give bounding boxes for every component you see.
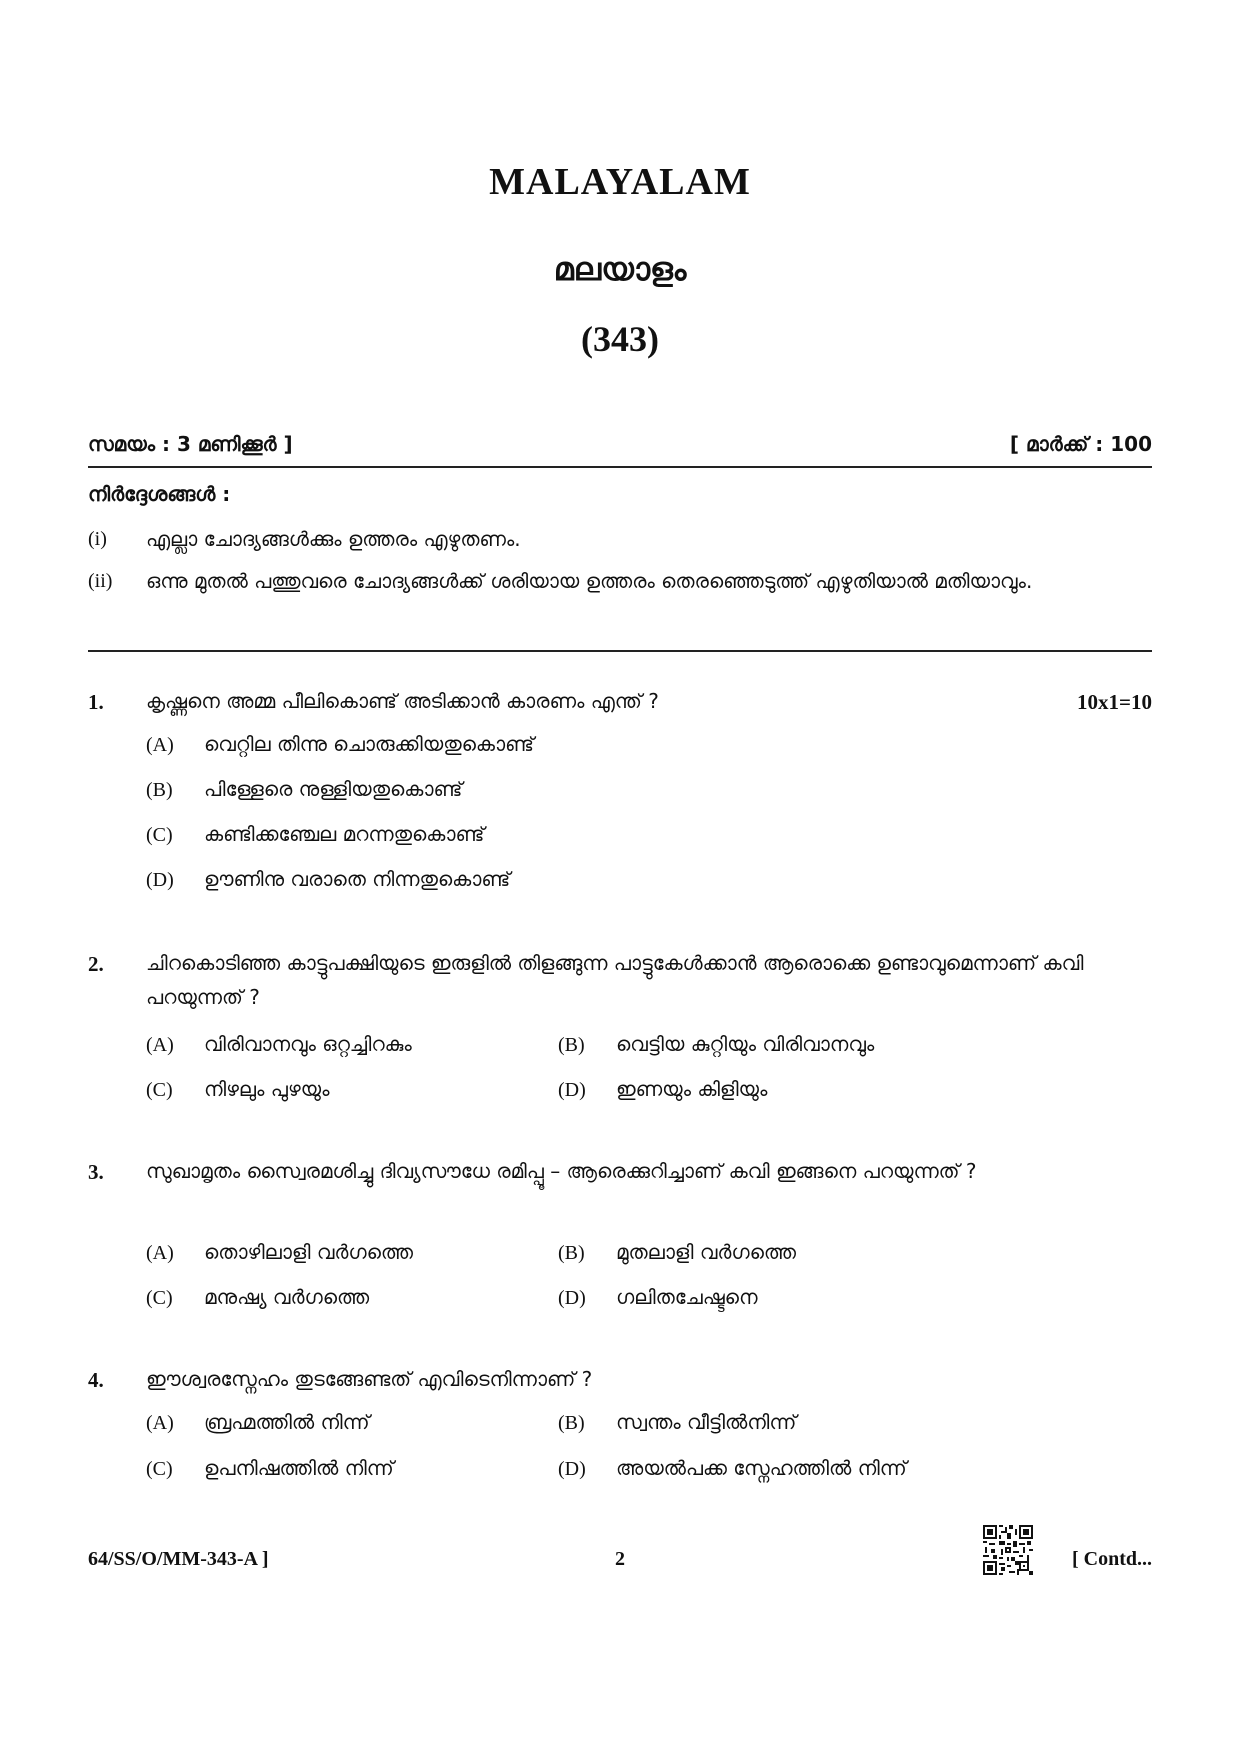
subject-code: (343) [581, 319, 659, 359]
option-text: അയൽപക്ക സ്നേഹത്തിൽ നിന്ന് [616, 1456, 907, 1480]
question-text: സുഖാമൃതം സ്വൈരമശിച്ചു ദിവ്യസൗധേ രമിപ്പൂ – ആരെക്കുറിച്ചാണ് കവി ഇങ്ങനെ പറയുന്നത് ? [146, 1159, 977, 1183]
option [558, 1456, 907, 1481]
instructions-heading: നിർദ്ദേശങ്ങൾ : [88, 482, 231, 506]
option [558, 1077, 767, 1102]
time-allowed: സമയം : 3 മണിക്കൂർ ] [88, 432, 293, 456]
option [558, 1032, 874, 1057]
question-text: ചിറകൊടിഞ്ഞ കാട്ടുപക്ഷിയുടെ ഇരുളിൽ തിളങ്ങുന്ന പാട്ടുകേൾക്കാൻ ആരൊക്കെ ഉണ്ടാവുമെന്നാണ് കവി പറയുന്നത് ? [146, 951, 1084, 1009]
option [146, 1410, 370, 1435]
option-text: കണ്ടിക്കഞ്ചേല മറന്നതുകൊണ്ട് [204, 822, 485, 846]
option [558, 1240, 796, 1265]
option-text: ഉപനിഷത്തിൽ നിന്ന് [204, 1456, 394, 1480]
option-label: (C) [146, 1458, 173, 1480]
instruction-text: ഒന്നു മുതൽ പത്തുവരെ ചോദ്യങ്ങൾക്ക് ശരിയായ ഉത്തരം തെരഞ്ഞെടുത്ത് എഴുതിയാൽ മതിയാവും. [146, 569, 1033, 593]
paper-title-malayalam: മലയാളം [553, 250, 687, 288]
option-text: ഇണയും കിളിയും [616, 1077, 768, 1101]
option-label: (C) [146, 824, 173, 846]
option [146, 1456, 394, 1481]
instruction-number: (ii) [88, 570, 113, 592]
instruction-text: എല്ലാ ചോദ്യങ്ങൾക്കും ഉത്തരം എഴുതണം. [146, 527, 521, 551]
option-label: (D) [558, 1079, 586, 1101]
option-label: (D) [146, 869, 174, 891]
paper-title-english: MALAYALAM [489, 161, 751, 203]
option-label: (D) [558, 1458, 586, 1480]
continued-marker: [ Contd... [1071, 1548, 1152, 1570]
option-text: ഗലിതചേഷ്ടനെ [616, 1285, 758, 1309]
option-text: മനുഷ്യ വർഗത്തെ [204, 1285, 370, 1309]
option-text: വെറ്റില തിന്നു ചൊരുക്കിയതുകൊണ്ട് [204, 732, 534, 756]
section-marks: 10x1=10 [1077, 690, 1152, 714]
option-label: (C) [146, 1079, 173, 1101]
option-text: നിഴലും പുഴയും [204, 1077, 330, 1101]
question-number: 4. [88, 1368, 104, 1392]
maximum-marks: [ മാർക്ക് : 100 [1009, 432, 1152, 456]
option [146, 1285, 369, 1310]
option-label: (C) [146, 1287, 173, 1309]
instructions-divider [88, 650, 1152, 652]
question-number: 3. [88, 1160, 104, 1184]
option-text: പിള്ളേരെ നുള്ളിയതുകൊണ്ട് [204, 777, 463, 801]
option-label: (B) [146, 779, 173, 801]
option [146, 732, 534, 757]
paper-code: 64/SS/O/MM-343-A ] [88, 1548, 269, 1570]
option-text: മുതലാളി വർഗത്തെ [616, 1240, 796, 1264]
option-text: തൊഴിലാളി വർഗത്തെ [204, 1240, 413, 1264]
option-text: വിരിവാനവും ഒറ്റച്ചിറകും [204, 1032, 412, 1056]
option-label: (A) [146, 734, 174, 756]
question-number: 2. [88, 952, 104, 976]
question-text: ഈശ്വരസ്നേഹം തുടങ്ങേണ്ടത് എവിടെനിന്നാണ് ? [146, 1367, 593, 1391]
page-number: 2 [615, 1548, 625, 1570]
header-divider [88, 466, 1152, 468]
option [558, 1285, 758, 1310]
question-text: കൃഷ്ണനെ അമ്മ പീലികൊണ്ട് അടിക്കാൻ കാരണം എന്ത് ? [146, 689, 659, 713]
option [146, 1077, 330, 1102]
option-label: (A) [146, 1412, 174, 1434]
option-label: (A) [146, 1034, 174, 1056]
option-text: സ്വന്തം വീട്ടിൽനിന്ന് [616, 1410, 797, 1434]
option [146, 1032, 412, 1057]
option-label: (A) [146, 1242, 174, 1264]
option [146, 1240, 413, 1265]
option-label: (B) [558, 1034, 585, 1056]
option-label: (D) [558, 1287, 586, 1309]
option-label: (B) [558, 1242, 585, 1264]
option-text: വെട്ടിയ കുറ്റിയും വിരിവാനവും [616, 1032, 875, 1056]
qr-code-icon [983, 1525, 1033, 1575]
option [146, 777, 462, 802]
option [558, 1410, 796, 1435]
instruction-number: (i) [88, 528, 107, 550]
question-number: 1. [88, 690, 104, 714]
option-text: ബ്രഹ്മത്തിൽ നിന്ന് [204, 1410, 370, 1434]
option-text: ഊണിനു വരാതെ നിന്നതുകൊണ്ട് [204, 867, 511, 891]
option [146, 822, 484, 847]
option-label: (B) [558, 1412, 585, 1434]
option [146, 867, 510, 892]
